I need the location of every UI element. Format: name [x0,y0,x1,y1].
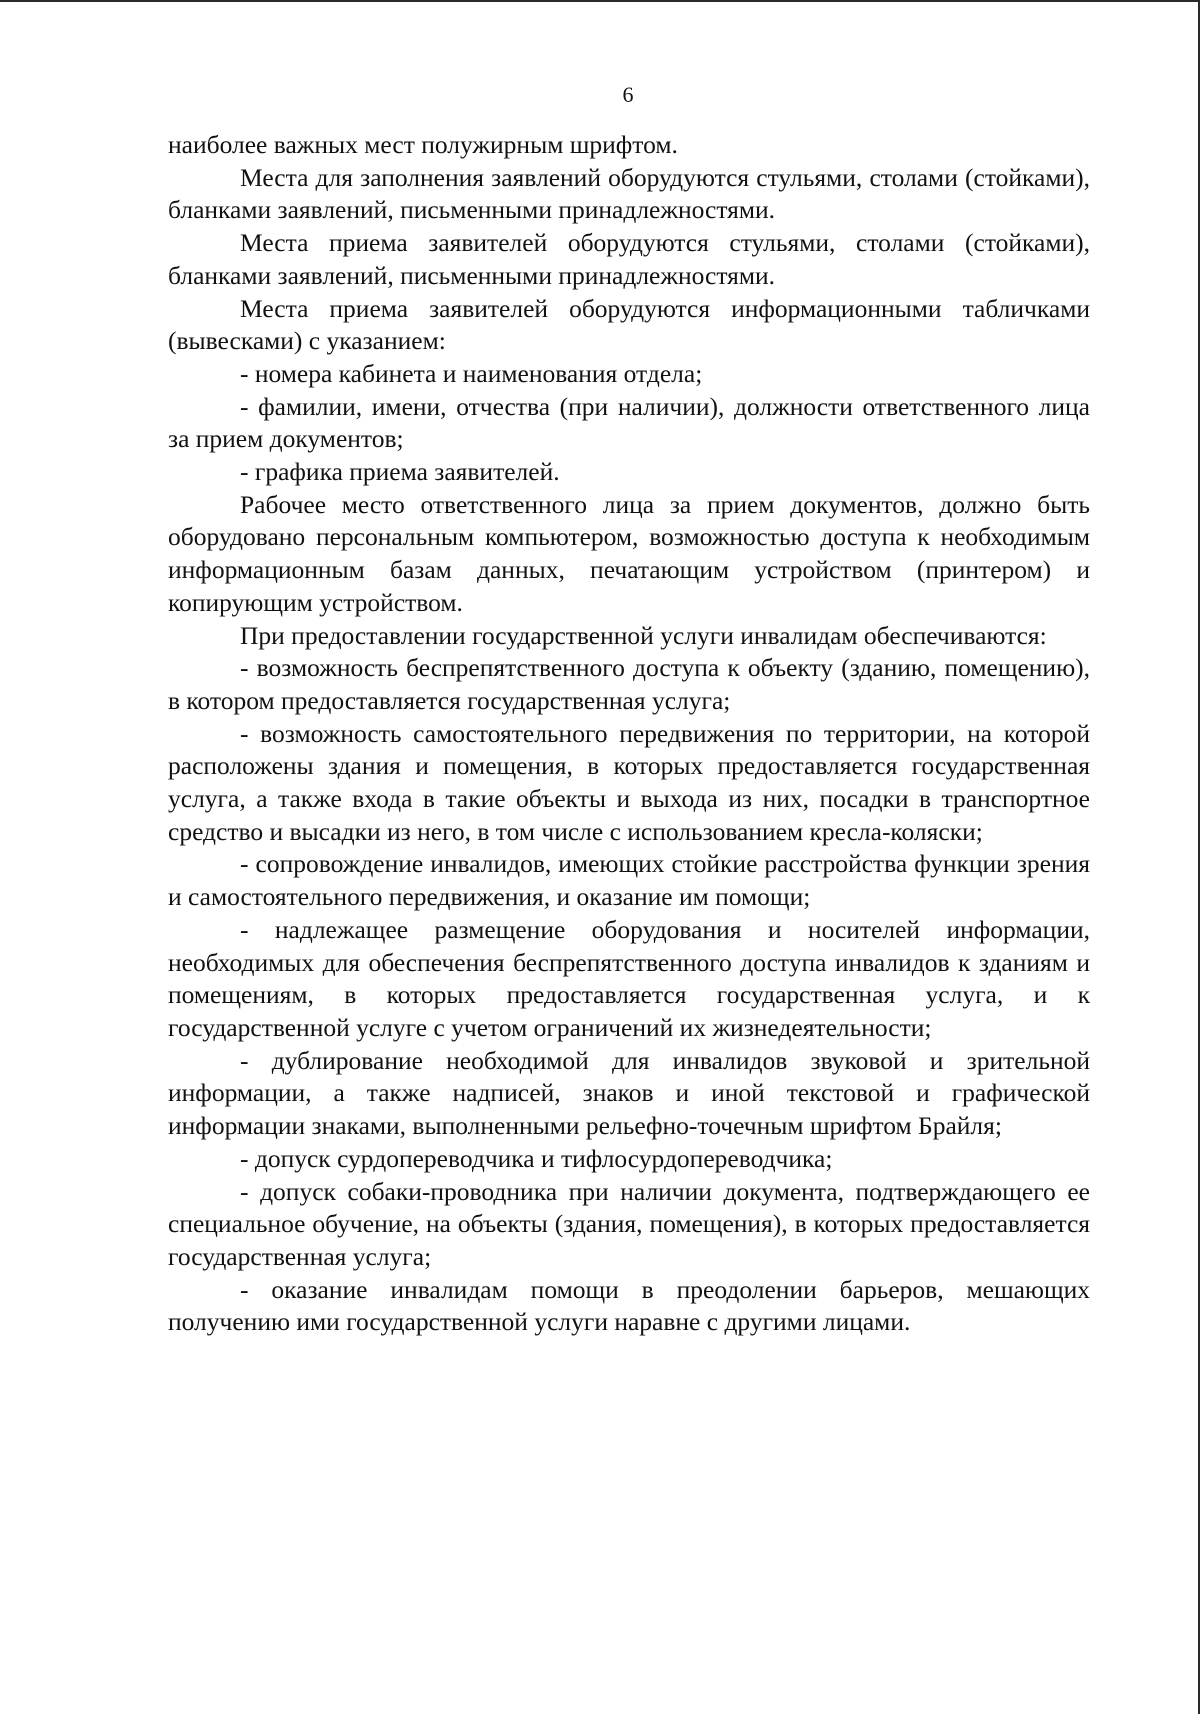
list-item-schedule: - графика приема заявителей. [240,457,560,487]
paragraph-fill-places: Места для заполнения заявлений оборудуются стульями, столами (стойками), бланками заявлений, письменными принадлежностями. [168,162,1090,225]
list-item-responsible-person: - фамилии, имени, отчества (при наличии), должности ответственного лица за прием документов; [168,391,1090,454]
paragraph-disabled-provisions: При предоставлении государственной услуги инвалидам обеспечиваются: [240,620,1047,650]
list-item-guide-dog: - допуск собаки-проводника при наличии документа, подтверждающего ее специальное обучение, на объекты (здания, помещения), в которых предоставляется государственная услуга; [168,1176,1090,1271]
paragraph-reception-places: Места приема заявителей оборудуются стульями, столами (стойками), бланками заявлений, письменными принадлежностями. [168,228,1090,290]
paragraph-info-signs: Места приема заявителей оборудуются информационными табличками (вывесками) с указанием: [168,293,1090,356]
list-item-equipment-placement: - надлежащее размещение оборудования и носителей информации, необходимых для обеспечения беспрепятственного доступа инвалидов к зданиям и помещениям, в которых предоставляется государственная услуга, и к государственной услуге с учетом ограничений их жизнедеятельности; [168,914,1090,1042]
list-item-escort: - сопровождение инвалидов, имеющих стойкие расстройства функции зрения и самостоятельного передвижения, и оказание им помощи; [168,849,1090,912]
document-body [168,129,1090,1339]
list-item-office-number: - номера кабинета и наименования отдела; [240,358,703,388]
list-item-unobstructed-access: - возможность беспрепятственного доступа к объекту (зданию, помещению), в котором предоставляется государственная услуга; [168,653,1090,715]
paragraph-workplace: Рабочее место ответственного лица за прием документов, должно быть оборудовано персональным компьютером, возможностью доступа к необходимым информационным базам данных, печатающим устройством (принтером) и копирующим устройством. [168,489,1090,617]
list-item-independent-movement: - возможность самостоятельного передвижения по территории, на которой расположены здания и помещения, в которых предоставляется государственная услуга, а также входа в такие объекты и выхода из них, посадки в транспортное средство и высадки из него, в том числе с использованием кресла-коляски; [168,718,1090,846]
list-item-sign-interpreter: - допуск сурдопереводчика и тифлосурдопереводчика; [240,1143,833,1173]
paragraph-continuation: наиболее важных мест полужирным шрифтом. [168,130,678,159]
list-item-braille-duplication: - дублирование необходимой для инвалидов звуковой и зрительной информации, а также надписей, знаков и иной текстовой и графической информации знаками, выполненными рельефно-точечным шрифтом Брайля; [168,1045,1090,1141]
page-number: 6 [622,82,634,107]
list-item-barrier-assistance: - оказание инвалидам помощи в преодолении барьеров, мешающих получению ими государственной услуги наравне с другими лицами. [168,1274,1090,1337]
